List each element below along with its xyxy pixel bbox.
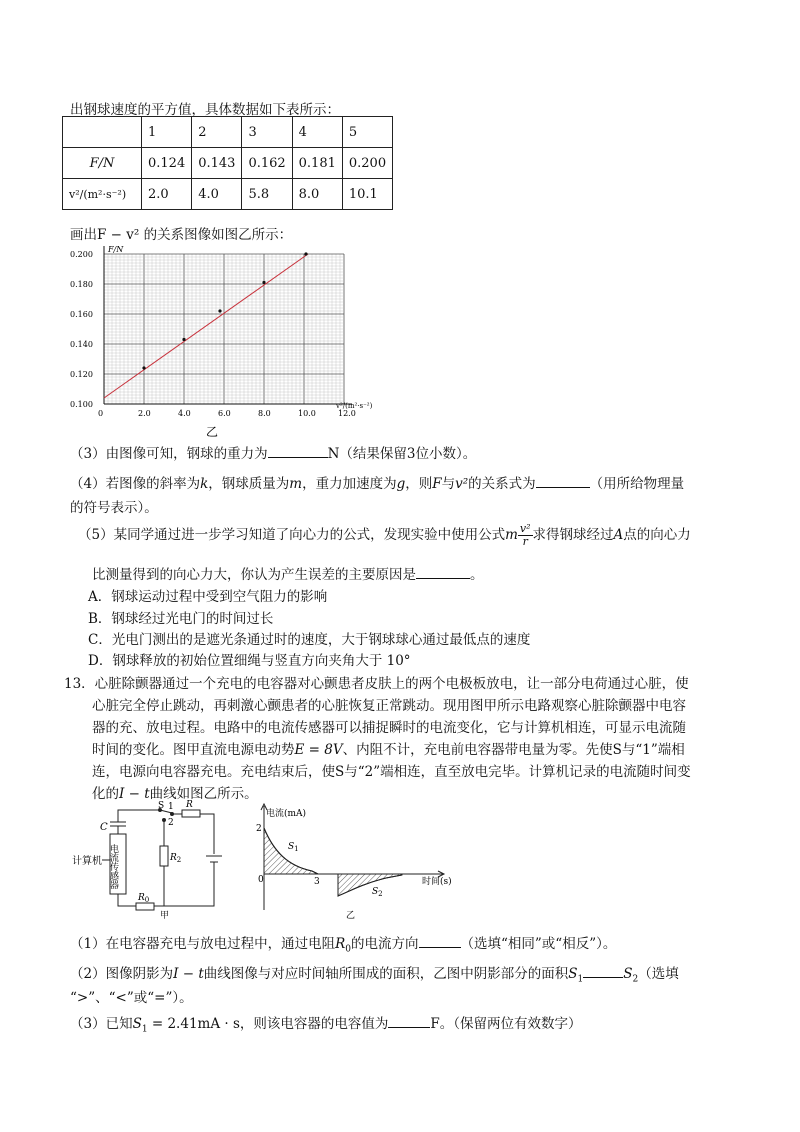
table-cell: 4.0	[192, 179, 242, 210]
x-tick-label: 4.0	[178, 409, 191, 418]
s1-label: $S_1$	[288, 842, 299, 853]
text: （4）若图像的斜率为	[70, 476, 201, 492]
table-row	[63, 148, 393, 179]
q13-line4	[92, 738, 685, 758]
table-header-row	[63, 117, 393, 148]
formula: = 2.41mA · s	[147, 1016, 240, 1032]
symbol: g	[396, 476, 406, 492]
table-row	[63, 179, 393, 210]
q13-line6	[92, 782, 258, 802]
text: （选填“相同”或“相反”）。	[460, 936, 617, 952]
table-cell: 2	[192, 117, 242, 148]
answer-blank[interactable]	[583, 964, 623, 978]
text: （2）图像阴影为	[70, 966, 174, 982]
computer-label: 计算机	[72, 856, 102, 867]
it-graph-caption: 乙	[346, 911, 356, 921]
circuit-diagram	[72, 800, 252, 920]
option-c: C．光电门测出的是遮光条通过时的速度，大于钢球球心通过最低点的速度	[88, 632, 531, 648]
q3-line	[70, 442, 476, 462]
fraction-denominator: r	[522, 535, 528, 548]
resistor-r	[182, 810, 200, 817]
formula: I − t	[173, 966, 204, 982]
switch-label: S	[158, 801, 165, 811]
x-tick-label: 6.0	[218, 409, 231, 418]
answer-blank[interactable]	[268, 444, 328, 458]
answer-blank[interactable]	[416, 565, 470, 579]
q13-line3: 器的充、放电过程。电路中的电流传感器可以捕捉瞬时的电流变化，它与计算机相连，可显示电流随	[92, 720, 686, 736]
table-cell: 5	[342, 117, 392, 148]
q3-pre: （3）由图像可知，钢球的重力为	[70, 446, 268, 462]
current-axis-label: 电流(mA)	[266, 809, 307, 819]
text: ，则	[405, 476, 433, 492]
text: 化的	[92, 786, 119, 802]
table-cell: 8.0	[292, 179, 342, 210]
q13-3-line	[70, 1012, 582, 1035]
terminal-1: 1	[168, 802, 174, 812]
origin-label: 0	[258, 875, 264, 885]
text: 求得钢球经过	[532, 527, 614, 543]
table-cell: 0.181	[292, 148, 342, 179]
x-tick-label: 8.0	[258, 409, 271, 418]
resistor-r0	[136, 903, 154, 910]
table-cell: F/N	[63, 148, 142, 179]
terminal-2: 2	[168, 818, 174, 828]
f-v2-chart	[68, 238, 373, 439]
tick-3: 3	[314, 877, 320, 887]
q4-line1	[70, 472, 684, 492]
text: 曲线图像与对应时间轴所围成的面积，乙图中阴影部分的面积	[203, 966, 569, 982]
capacitor-label: C	[100, 822, 108, 833]
text: 的电流方向	[351, 936, 419, 952]
resistor-r-label: R	[186, 800, 193, 810]
q13-line5: 连，电源向电容器充电。充电结束后，使S与“2”端相连，直至放电完毕。计算机记录的电流随时间变	[92, 764, 691, 780]
option-a: A．钢球运动过程中受到空气阻力的影响	[88, 589, 328, 605]
x-tick-label: 12.0	[338, 409, 356, 418]
x-axis-label: v²/(m²·s⁻²)	[336, 402, 373, 410]
text: 的关系式为	[468, 476, 536, 492]
symbol: m	[289, 476, 303, 492]
q13-2-line2: “>”、“<”或“=”）。	[70, 990, 193, 1006]
table-cell: 0.162	[242, 148, 292, 179]
sensor-label: 电流传感器	[108, 844, 118, 889]
text: 、内阻不计，充电前电容器带电量为零。先使S与“1”端相	[342, 742, 685, 758]
table-cell: v²/(m²·s⁻²)	[63, 179, 142, 210]
graph-intro: 画出F − v² 的关系图像如图乙所示：	[70, 227, 293, 243]
y-tick-label: 0.100	[70, 400, 93, 409]
y-tick-label: 0.120	[70, 370, 93, 379]
resistor-r0-label: $R_0$	[138, 893, 150, 904]
table-cell: 1	[142, 117, 192, 148]
text: （3）已知	[70, 1016, 133, 1032]
fraction	[518, 523, 533, 548]
x-tick-label: 2.0	[138, 409, 151, 418]
q4-line2: 的符号表示）。	[70, 500, 158, 516]
resistor-r2-label: $R_2$	[170, 853, 182, 864]
y-axis-label: F/N	[108, 245, 124, 254]
table-cell: 3	[242, 117, 292, 148]
q5-line1	[78, 523, 691, 548]
data-point	[262, 281, 265, 284]
current-time-graph	[252, 800, 452, 920]
text: （选填	[638, 966, 679, 982]
text: ，钢球质量为	[208, 476, 290, 492]
text: F。（保留两位有效数字）	[430, 1016, 582, 1032]
symbol: k	[200, 476, 209, 492]
symbol: A	[613, 527, 624, 543]
fraction-numerator: v²	[519, 522, 531, 535]
text: 。	[470, 567, 484, 583]
y-tick-label: 0.140	[70, 340, 93, 349]
time-axis-label: 时间(s)	[422, 877, 452, 887]
chart-caption: 乙	[206, 425, 219, 439]
text: ，则该电容器的电容值为	[239, 1016, 389, 1032]
table-cell: 0.124	[142, 148, 192, 179]
answer-blank[interactable]	[388, 1014, 430, 1028]
q13-2-line1	[70, 962, 679, 985]
symbol: $S_1$	[132, 1016, 148, 1035]
text: （用所给物理量	[589, 476, 685, 492]
text: （5）某同学通过进一步学习知道了向心力的公式，发现实验中使用公式	[78, 527, 506, 543]
text: 时间的变化。图甲直流电源电动势	[92, 742, 295, 758]
symbol: $R_0$	[335, 936, 351, 955]
q3-post: N（结果保留3位小数）。	[327, 446, 477, 462]
data-point	[218, 309, 221, 312]
y-tick-label: 0.180	[70, 280, 93, 289]
option-b: B．钢球经过光电门的时间过长	[88, 611, 274, 627]
table-cell: 0.143	[192, 148, 242, 179]
text: 与	[441, 476, 456, 492]
symbol: F	[432, 476, 442, 492]
q13-1-line	[70, 932, 616, 955]
symbol: m	[505, 527, 518, 543]
x-tick-label: 0	[98, 409, 104, 418]
table-cell: 2.0	[142, 179, 192, 210]
formula: E = 8V	[294, 742, 343, 758]
y-tick-label: 0.160	[70, 310, 93, 319]
option-d: D．钢球释放的初始位置细绳与竖直方向夹角大于 10°	[88, 653, 411, 669]
table-cell	[63, 117, 142, 148]
data-point	[182, 338, 185, 341]
s2-label: $S_2$	[372, 887, 383, 898]
text: ，重力加速度为	[302, 476, 397, 492]
table-cell: 10.1	[342, 179, 392, 210]
answer-blank[interactable]	[419, 934, 461, 948]
table-cell: 0.200	[342, 148, 392, 179]
q5-line2	[92, 563, 484, 583]
table-cell: 4	[292, 117, 342, 148]
text: 比测量得到的向心力大，你认为产生误差的主要原因是	[92, 567, 416, 583]
text: 点的向心力	[623, 527, 691, 543]
q13-line2: 心脏完全停止跳动，再刺激心颤患者的心脏恢复正常跳动。现用图甲所示电路观察心脏除颤器中电容	[92, 698, 686, 714]
symbol: $S_1$	[568, 966, 584, 985]
data-point	[304, 252, 307, 255]
answer-blank[interactable]	[536, 474, 590, 488]
formula: I − t	[119, 786, 150, 802]
text: （1）在电容器充电与放电过程中，通过电阻	[70, 936, 336, 952]
data-point	[142, 366, 145, 369]
resistor-r2	[160, 846, 168, 866]
text: 曲线如图乙所示。	[149, 786, 258, 802]
y-tick-label: 0.200	[70, 250, 93, 259]
symbol: v²	[455, 476, 469, 492]
circuit-caption: 甲	[160, 911, 170, 921]
intro-text: 出钢球速度的平方值，具体数据如下表所示：	[70, 102, 340, 118]
q13-line1: 13．心脏除颤器通过一个充电的电容器对心颤患者皮肤上的两个电极板放电，让一部分电荷通过心脏，使	[64, 676, 689, 692]
table-cell: 5.8	[242, 179, 292, 210]
tick-2: 2	[256, 824, 262, 834]
x-tick-label: 10.0	[298, 409, 316, 418]
symbol: $S_2$	[623, 966, 639, 985]
data-table	[62, 116, 393, 210]
